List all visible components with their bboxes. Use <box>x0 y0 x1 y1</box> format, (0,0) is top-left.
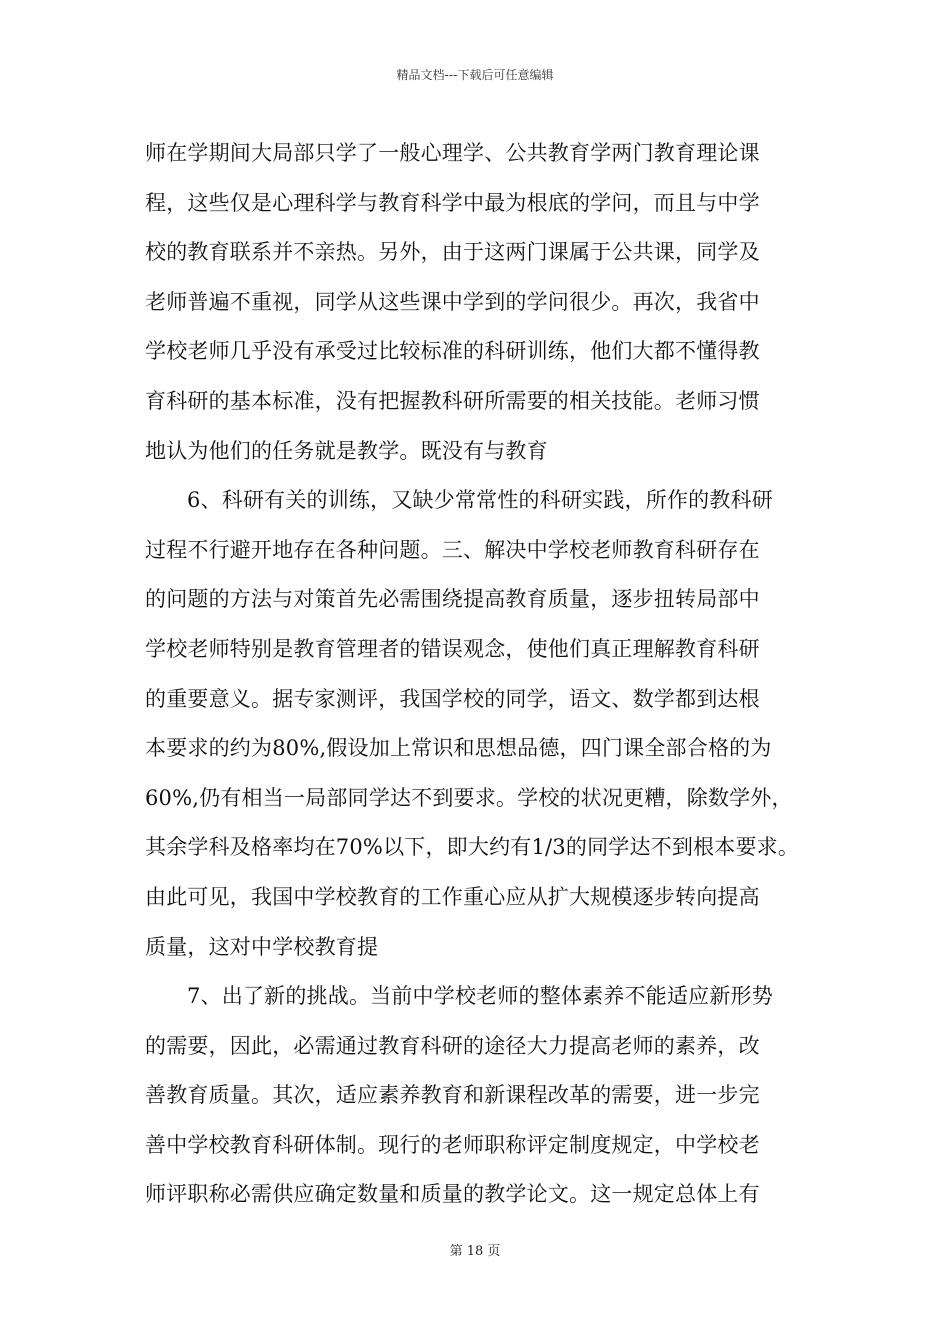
text-line: 师在学期间大局部只学了一般心理学、公共教育学两门教育理论课 <box>145 141 760 165</box>
text-line: 的问题的方法与对策首先必需围绕提高教育质量，逐步扭转局部中 <box>145 587 760 612</box>
text-line: 过程不行避开地存在各种问题。三、解决中学校老师教育科研存在 <box>145 537 760 562</box>
document-body <box>145 129 825 1220</box>
text-line: 善教育质量。其次，适应素养教育和新课程改革的需要，进一步完 <box>145 1083 760 1108</box>
text-line: 由此可见，我国中学校教育的工作重心应从扩大规模逐步转向提高 <box>145 884 760 909</box>
paragraph-start-line: 7、出了新的挑战。当前中学校老师的整体素养不能适应新形势 <box>187 984 773 1009</box>
text-line: 师评职称必需供应确定数量和质量的教学论文。这一规定总体上有 <box>145 1182 760 1207</box>
text-line: 育科研的基本标准，没有把握教科研所需要的相关技能。老师习惯 <box>145 388 760 413</box>
text-line: 其余学科及格率均在70%以下，即大约有1/3的同学达不到根本要求。 <box>145 835 800 860</box>
text-line: 老师普遍不重视，同学从这些课中学到的学问很少。再次，我省中 <box>145 289 760 314</box>
text-line: 地认为他们的任务就是教学。既没有与教育 <box>145 438 548 463</box>
page-header: 精品文档---下载后可任意编辑 <box>396 68 554 82</box>
text-line: 本要求的约为80%,假设加上常识和思想品德，四门课全部合格的为 <box>145 736 772 761</box>
text-line: 程，这些仅是心理科学与教育科学中最为根底的学问，而且与中学 <box>145 190 760 215</box>
text-line: 的重要意义。据专家测评，我国学校的同学，语文、数学都到达根 <box>145 686 760 711</box>
text-line: 60%,仍有相当一局部同学达不到要求。学校的状况更糟，除数学外， <box>145 785 793 810</box>
text-line: 学校老师特别是教育管理者的错误观念，使他们真正理解教育科研 <box>145 636 760 661</box>
text-line: 校的教育联系并不亲热。另外，由于这两门课属于公共课，同学及 <box>145 240 760 265</box>
text-line: 的需要，因此，必需通过教育科研的途径大力提高老师的素养，改 <box>145 1033 760 1058</box>
paragraph-start-line: 6、科研有关的训练，又缺少常常性的科研实践，所作的教科研 <box>187 488 773 513</box>
text-line: 善中学校教育科研体制。现行的老师职称评定制度规定，中学校老 <box>145 1132 760 1157</box>
page-number: 第 18 页 <box>449 1244 501 1259</box>
text-line: 学校老师几乎没有承受过比较标准的科研训练，他们大都不懂得教 <box>145 339 760 364</box>
text-line: 质量，这对中学校教育提 <box>145 934 379 959</box>
